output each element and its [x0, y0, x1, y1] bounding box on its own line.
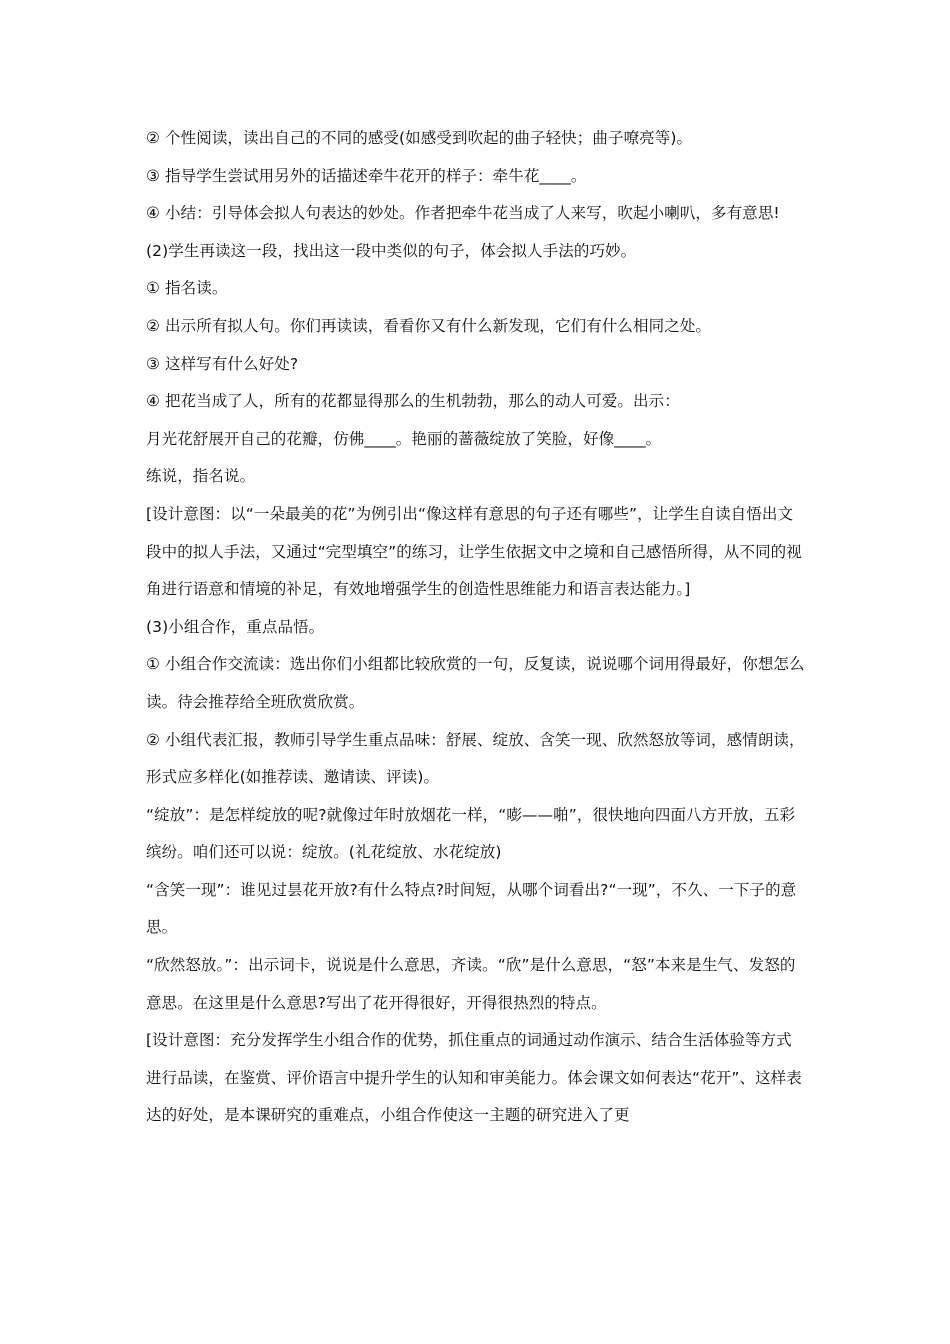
paragraph-group-report: ② 小组代表汇报，教师引导学生重点品味：舒展、绽放、含笑一现、欣然怒放等词，感情朗读，形式应多样化(如推荐读、邀请读、评读)。	[146, 730, 805, 787]
paragraph-name-reading: ① 指名读。	[146, 279, 228, 298]
paragraph-benefit-question: ③ 这样写有什么好处?	[146, 354, 299, 373]
paragraph-flowers-as-people: ④ 把花当成了人，所有的花都显得那么的生机勃勃，那么的动人可爱。出示：	[146, 392, 680, 411]
paragraph-practice: 练说，指名说。	[146, 467, 256, 486]
paragraph-reread: (2)学生再读这一段，找出这一段中类似的句子，体会拟人手法的巧妙。	[146, 241, 637, 260]
paragraph-personal-reading: ② 个性阅读，读出自己的不同的感受(如感受到吹起的曲子轻快；曲子嘹亮等)。	[146, 129, 693, 147]
paragraph-show-sentences: ② 出示所有拟人句。你们再读读，看看你又有什么新发现，它们有什么相同之处。	[146, 316, 712, 335]
paragraph-group-work: (3)小组合作，重点品悟。	[146, 617, 325, 636]
paragraph-design-intent-1: [设计意图：以“一朵最美的花”为例引出“像这样有意思的句子还有哪些”，让学生自读自悟出文段中的拟人手法，又通过“完型填空”的练习，让学生依据文中之境和自己感悟所得，从不同的视角进行语意和情境的补足，有效地增强学生的创造性思维能力和语言表达能力。]	[146, 504, 802, 599]
paragraph-design-intent-2: [设计意图：充分发挥学生小组合作的优势，抓住重点的词通过动作演示、结合生活体验等方式进行品读，在鉴赏、评价语言中提升学生的认知和审美能力。体会课文如何表达“花开”、这样表达的好处，是本课研究的重难点，小组合作使这一主题的研究进入了更	[146, 1031, 802, 1125]
paragraph-summary: ④ 小结：引导体会拟人句表达的妙处。作者把牵牛花当成了人来写，吹起小喇叭，多有意思!	[146, 204, 780, 223]
document-body	[146, 120, 806, 1135]
paragraph-describe-morning-glory: ③ 指导学生尝试用另外的话描述牵牛花开的样子：牵牛花____。	[146, 166, 587, 185]
paragraph-joyful-bloom: “欣然怒放。”：出示词卡，说说是什么意思，齐读。“欣”是什么意思，“怒”本来是生气、发怒的意思。在这里是什么意思?写出了花开得很好，开得很热烈的特点。	[146, 956, 796, 1012]
paragraph-group-exchange: ① 小组合作交流读：选出你们小组都比较欣赏的一句，反复读，说说哪个词用得最好，你想怎么读。待会推荐给全班欣赏欣赏。	[146, 655, 805, 711]
paragraph-bloom: “绽放”：是怎样绽放的呢?就像过年时放烟花一样，“嘭——啪”，很快地向四面八方开放，五彩缤纷。咱们还可以说：绽放。(礼花绽放、水花绽放)	[146, 805, 796, 862]
paragraph-smile-once: “含笑一现”：谁见过昙花开放?有什么特点?时间短，从哪个词看出?“一现”，不久、一下子的意思。	[146, 880, 797, 937]
paragraph-fill-in-example: 月光花舒展开自己的花瓣，仿佛____。艳丽的蔷薇绽放了笑脸，好像____。	[146, 429, 662, 448]
